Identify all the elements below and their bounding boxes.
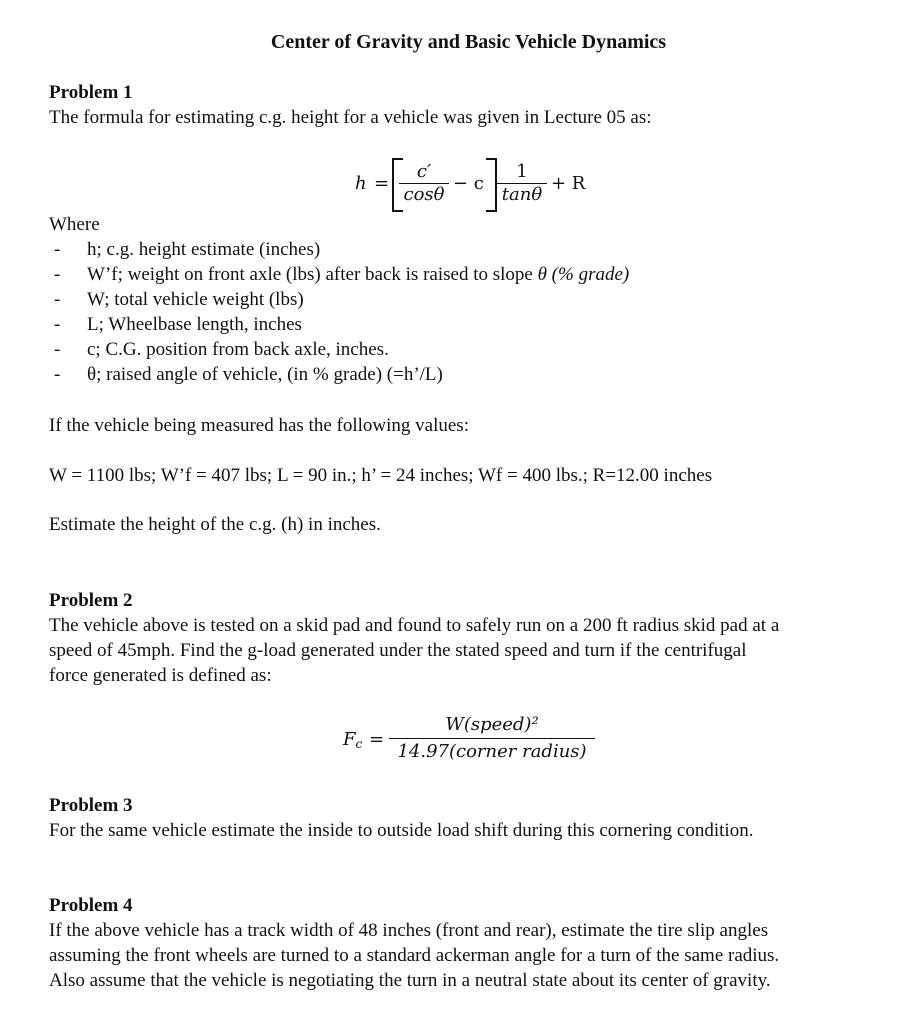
fraction-one-over-tan bbox=[497, 161, 547, 206]
problem-1-section bbox=[49, 80, 889, 130]
eq-lhs-fc: $F_c$ bbox=[343, 729, 363, 751]
frac2-denominator: tanθ bbox=[501, 184, 543, 205]
problem-2-heading: Problem 2 bbox=[49, 590, 133, 611]
list-item: - L; Wheelbase length, inches bbox=[54, 314, 302, 335]
eq-minus-c: − c bbox=[453, 173, 484, 194]
problem-3-section bbox=[49, 793, 889, 843]
problem-4-heading: Problem 4 bbox=[49, 895, 133, 916]
where-label: Where bbox=[49, 214, 100, 235]
list-item: - θ; raised angle of vehicle, (in % grade) (=h’/L) bbox=[54, 364, 443, 385]
problem-2-section bbox=[49, 588, 889, 688]
eq-equals: = bbox=[369, 729, 385, 750]
problem-1-heading: Problem 1 bbox=[49, 82, 133, 103]
problem-4-line: Also assume that the vehicle is negotiating the turn in a neutral state about its center of gravity. bbox=[49, 970, 771, 991]
problem-2-line: force generated is defined as: bbox=[49, 665, 272, 686]
problem-2-line: speed of 45mph. Find the g-load generated under the stated speed and turn if the centrifugal bbox=[49, 640, 747, 661]
page-title: Center of Gravity and Basic Vehicle Dynamics bbox=[270, 31, 667, 53]
list-item: - c; C.G. position from back axle, inches. bbox=[54, 339, 389, 360]
problem-2-line: The vehicle above is tested on a skid pad and found to safely run on a 200 ft radius skid pad at a bbox=[49, 615, 780, 636]
frac1-numerator: c′ bbox=[416, 161, 432, 182]
eq-equals: = bbox=[374, 173, 390, 194]
frac2-numerator: 1 bbox=[516, 161, 528, 182]
values-intro: If the vehicle being measured has the following values: bbox=[49, 415, 469, 436]
right-bracket bbox=[486, 158, 497, 212]
problem-1-task: Estimate the height of the c.g. (h) in inches. bbox=[49, 514, 381, 535]
definitions-list bbox=[49, 237, 889, 387]
fraction-c-prime-over-cos bbox=[399, 161, 449, 206]
problem-4-line: assuming the front wheels are turned to a standard ackerman angle for a turn of the same radius. bbox=[49, 945, 780, 966]
list-item: - h; c.g. height estimate (inches) bbox=[54, 239, 321, 260]
values-line: W = 1100 lbs; W’f = 407 lbs; L = 90 in.; h’ = 24 inches; Wf = 400 lbs.; R=12.00 inches bbox=[49, 465, 713, 486]
frac1-denominator: cosθ bbox=[403, 184, 445, 205]
force-fraction bbox=[389, 712, 595, 765]
eq-plus-r: + R bbox=[551, 173, 586, 194]
centrifugal-force-equation bbox=[343, 712, 643, 772]
cg-height-equation bbox=[355, 158, 635, 214]
list-item: - W; total vehicle weight (lbs) bbox=[54, 289, 304, 310]
slope-grade-italic: θ (% grade) bbox=[537, 264, 630, 285]
problem-3-heading: Problem 3 bbox=[49, 795, 133, 816]
force-denominator: 14.97(corner radius) bbox=[397, 741, 587, 762]
definitions-section bbox=[49, 212, 889, 387]
problem-4-section bbox=[49, 893, 889, 993]
list-item: - W’f; weight on front axle (lbs) after back is raised to slope θ (% grade) bbox=[54, 264, 630, 285]
eq-lhs-h: h bbox=[355, 173, 367, 194]
force-numerator: W(speed)² bbox=[445, 714, 539, 735]
problem-3-text: For the same vehicle estimate the inside to outside load shift during this cornering condition. bbox=[49, 820, 754, 841]
problem-1-intro: The formula for estimating c.g. height for a vehicle was given in Lecture 05 as: bbox=[49, 107, 652, 128]
problem-4-line: If the above vehicle has a track width of 48 inches (front and rear), estimate the tire slip angles bbox=[49, 920, 769, 941]
